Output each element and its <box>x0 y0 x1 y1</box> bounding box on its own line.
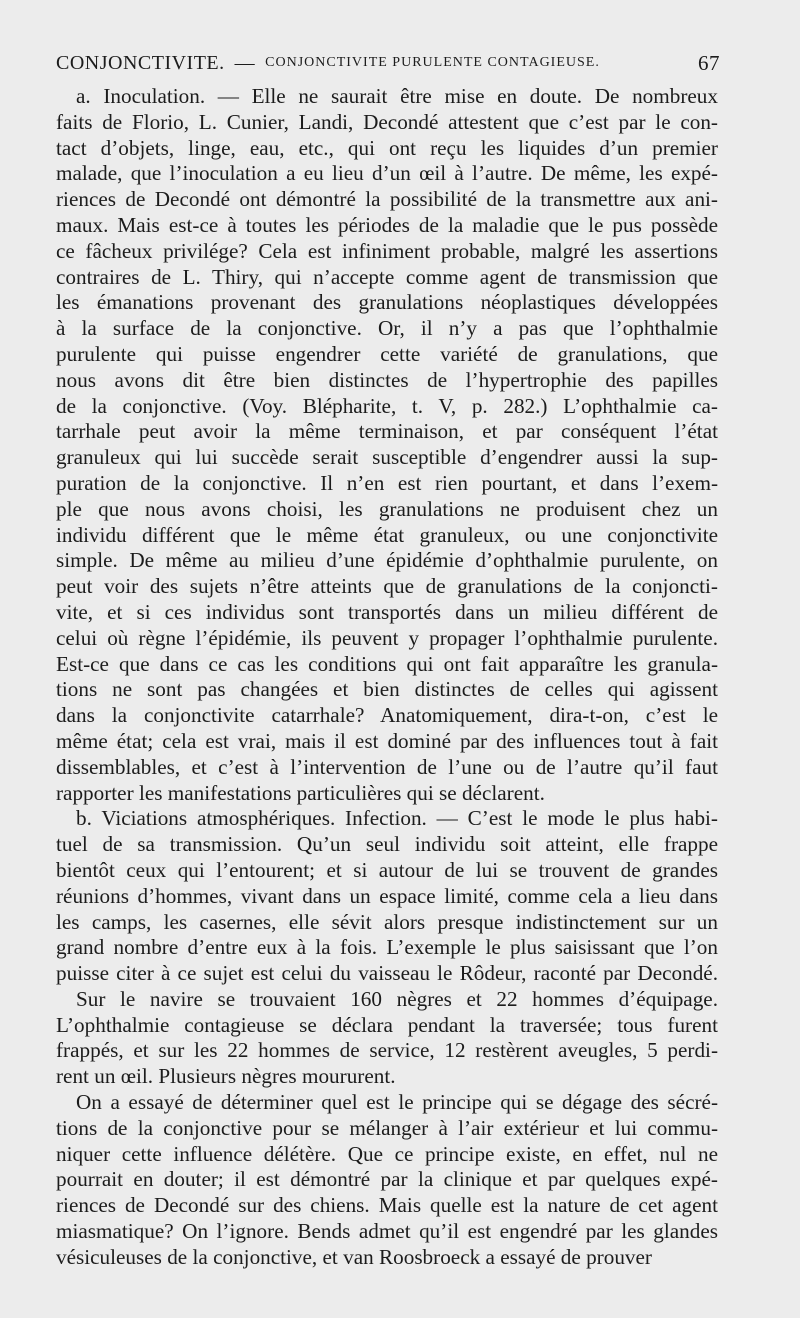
text-line: granuleux qui lui succède serait susceptible d’engendrer aussi la sup- <box>56 445 718 470</box>
text-line: miasmatique? On l’ignore. Bends admet qu’il est engendré par les glandes <box>56 1219 718 1244</box>
text-line: puration de la conjonctive. Il n’en est rien pourtant, et dans l’exem- <box>56 470 718 495</box>
text-line: vite, et si ces individus sont transportés dans un milieu différent de <box>56 599 718 624</box>
text-line: contraires de L. Thiry, qui n’accepte comme agent de transmission que <box>56 264 718 289</box>
text-line: tarrhale peut avoir la même terminaison, et par conséquent l’état <box>56 419 718 444</box>
text-line: dans la conjonctivite catarrhale? Anatomiquement, dira-t-on, c’est le <box>56 703 718 728</box>
text-line: rent un œil. Plusieurs nègres moururent. <box>56 1064 396 1089</box>
text-line: même état; cela est vrai, mais il est dominé par des influences tout à fait <box>56 728 718 753</box>
text-line: niquer cette influence délétère. Que ce principe existe, en effet, nul ne <box>56 1141 718 1166</box>
text-line: b. Viciations atmosphériques. Infection. — C’est le mode le plus habi- <box>76 806 718 831</box>
text-line: L’ophthalmie contagieuse se déclara pendant la traversée; tous furent <box>56 1012 718 1037</box>
text-line: individu différent que le même état granuleux, ou une conjonctivite <box>56 522 718 547</box>
text-line: simple. De même au milieu d’une épidémie d’ophthalmie purulente, on <box>56 548 718 573</box>
text-line: Sur le navire se trouvaient 160 nègres et 22 hommes d’équipage. <box>76 986 718 1011</box>
text-line: dissemblables, et c’est à l’intervention de l’une ou de l’autre qu’il faut <box>56 754 718 779</box>
running-header <box>56 48 720 78</box>
text-line: On a essayé de déterminer quel est le principe qui se dégage des sécré- <box>76 1090 718 1115</box>
text-line: Est-ce que dans ce cas les conditions qui ont fait apparaître les granula- <box>56 651 718 676</box>
text-line: tact d’objets, linge, eau, etc., qui ont reçu les liquides d’un premier <box>56 135 718 160</box>
running-title: CONJONCTIVITE. <box>56 51 225 74</box>
text-line: riences de Decondé sur des chiens. Mais quelle est la nature de cet agent <box>56 1193 718 1218</box>
text-line: bientôt ceux qui l’entourent; et si autour de lui se trouvent de grandes <box>56 857 718 882</box>
text-line: tuel de sa transmission. Qu’un seul individu soit atteint, elle frappe <box>56 832 718 857</box>
header-separator: — <box>234 51 256 74</box>
body-text <box>56 84 718 1271</box>
text-line: grand nombre d’entre eux à la fois. L’exemple le plus saisissant que l’on <box>56 935 718 960</box>
text-line: de la conjonctive. (Voy. Blépharite, t. V, p. 282.) L’ophthalmie ca- <box>56 393 718 418</box>
text-line: riences de Decondé ont démontré la possibilité de la transmettre aux ani- <box>56 187 718 212</box>
text-line: les camps, les casernes, elle sévit alors presque indistinctement sur un <box>56 909 718 934</box>
text-line: rapporter les manifestations particulières qui se déclarent. <box>56 780 545 805</box>
text-line: ce fâcheux privilége? Cela est infiniment probable, malgré les assertions <box>56 238 718 263</box>
text-line: frappés, et sur les 22 hommes de service, 12 restèrent aveugles, 5 perdi- <box>56 1038 718 1063</box>
text-line: faits de Florio, L. Cunier, Landi, Decondé attestent que c’est par le con- <box>56 109 718 134</box>
page-number: 67 <box>698 50 720 75</box>
text-line: celui où règne l’épidémie, ils peuvent y propager l’ophthalmie purulente. <box>56 625 718 650</box>
text-line: nous avons dit être bien distinctes de l’hypertrophie des papilles <box>56 367 718 392</box>
text-line: purulente qui puisse engendrer cette variété de granulations, que <box>56 341 718 366</box>
text-line: réunions d’hommes, vivant dans un espace limité, comme cela a lieu dans <box>56 883 718 908</box>
text-line: vésiculeuses de la conjonctive, et van Roosbroeck a essayé de prouver <box>56 1244 652 1269</box>
text-line: pourrait en douter; il est démontré par la clinique et par quelques expé- <box>56 1167 718 1192</box>
text-line: ple que nous avons choisi, les granulations ne produisent chez un <box>56 496 718 521</box>
running-subtitle: CONJONCTIVITE PURULENTE CONTAGIEUSE. <box>265 55 600 70</box>
text-line: tions de la conjonctive pour se mélanger à l’air extérieur et lui commu- <box>56 1115 718 1140</box>
text-line: malade, que l’inoculation a eu lieu d’un œil à l’autre. De même, les expé- <box>56 161 718 186</box>
text-line: tions ne sont pas changées et bien distinctes de celles qui agissent <box>56 677 718 702</box>
text-line: les émanations provenant des granulations néoplastiques développées <box>56 290 718 315</box>
text-line: à la surface de la conjonctive. Or, il n’y a pas que l’ophthalmie <box>56 316 718 341</box>
text-line: maux. Mais est-ce à toutes les périodes de la maladie que le pus possède <box>56 212 718 237</box>
text-line: a. Inoculation. — Elle ne saurait être mise en doute. De nombreux <box>76 84 718 108</box>
text-line: puisse citer à ce sujet est celui du vaisseau le Rôdeur, raconté par Decondé. <box>56 961 718 986</box>
text-line: peut voir des sujets n’être atteints que de granulations de la conjoncti- <box>56 574 718 599</box>
